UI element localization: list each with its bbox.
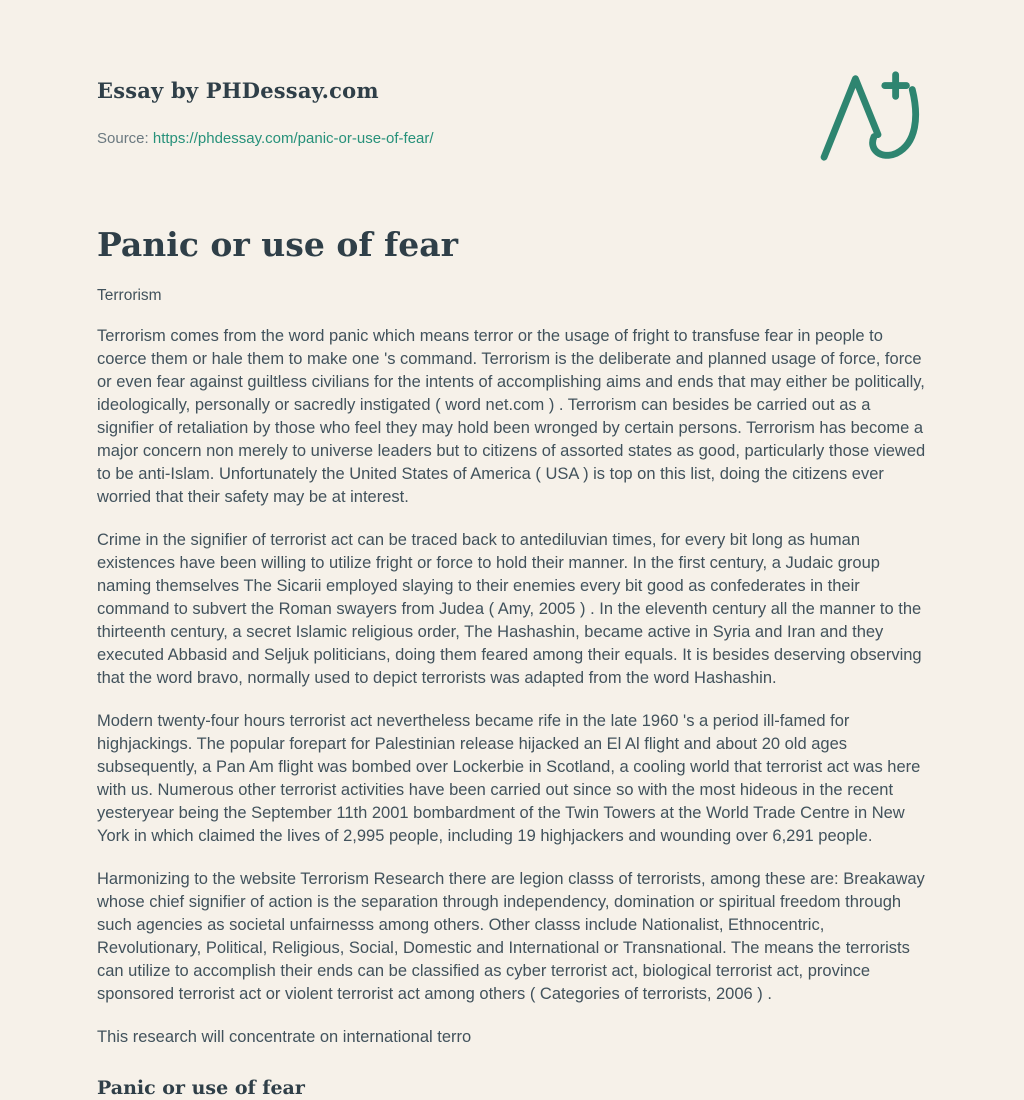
- essay-paragraph: Harmonizing to the website Terrorism Research there are legion classs of terrorists, among these are: Breakaway whose chief signifier of action is the separation through independency, domination or spiritual freedom through such agencies as societal unfairnesss among others. Other classs include Nationalist, Ethnocentric, Revolutionary, Political, Religious, Social, Domestic and International or Transnational. The means the terrorists can utilize to accomplish their ends can be classified as cyber terrorist act, biological terrorist act, province sponsored terrorist act or violent terrorist act among others ( Categories of terrorists, 2006 ) .: [97, 870, 925, 1003]
- essay-paragraph: Crime in the signifier of terrorist act can be traced back to antediluvian times, for every bit long as human existences have been willing to utilize fright or force to hold their manner. In the first century, a Judaic group naming themselves The Sicarii employed slaying to their enemies every bit good as confederates in their command to subvert the Roman swayers from Judea ( Amy, 2005 ) . In the eleventh century all the manner to the thirteenth century, a secret Islamic religious order, The Hashashin, became active in Syria and Iran and they executed Abbasid and Seljuk politicians, doing them feared among their equals. It is besides deserving observing that the word bravo, normally used to depict terrorists was adapted from the word Hashashin.: [97, 531, 922, 687]
- phdessay-logo-icon: [818, 66, 936, 164]
- essay-paragraph: Terrorism comes from the word panic which means terror or the usage of fright to transfuse fear in people to coerce them or hale them to make one 's command. Terrorism is the deliberate and planned usage of force, force or even fear against guiltless civilians for the intents of accomplishing aims and ends that may either be politically, ideologically, personally or sacredly instigated ( word net.com ) . Terrorism can besides be carried out as a signifier of retaliation by those who feel they may hold been wronged by certain persons. Terrorism has become a major concern non merely to universe leaders but to citizens of assorted states as good, particularly those viewed to be anti-Islam. Unfortunately the United States of America ( USA ) is top on this list, doing the citizens ever worried that their safety may be at interest.: [97, 327, 926, 506]
- essay-paragraph-truncated: This research will concentrate on international terro: [97, 1028, 472, 1046]
- byline: Essay by PHDessay.com: [97, 78, 379, 103]
- footer-next-section-title: Panic or use of fear: [97, 1077, 305, 1099]
- essay-paragraph: Modern twenty-four hours terrorist act nevertheless became rife in the late 1960 's a period ill-famed for highjackings. The popular forepart for Palestinian release hijacked an El Al flight and about 20 old ages subsequently, a Pan Am flight was bombed over Lockerbie in Scotland, a cooling world that terrorist act was here with us. Numerous other terrorist activities have been carried out since so with the most hideous in the recent yesteryear being the September 11th 2001 bombardment of the Twin Towers at the World Trade Centre in New York in which claimed the lives of 2,995 people, including 19 highjackers and wounding over 6,291 people.: [97, 712, 921, 845]
- article-topic-label: Terrorism: [97, 287, 162, 304]
- page-title: Panic or use of fear: [97, 225, 459, 264]
- source-line: [97, 130, 927, 147]
- source-url-link[interactable]: https://phdessay.com/panic-or-use-of-fear/: [152, 130, 434, 147]
- source-label: Source:: [97, 130, 149, 147]
